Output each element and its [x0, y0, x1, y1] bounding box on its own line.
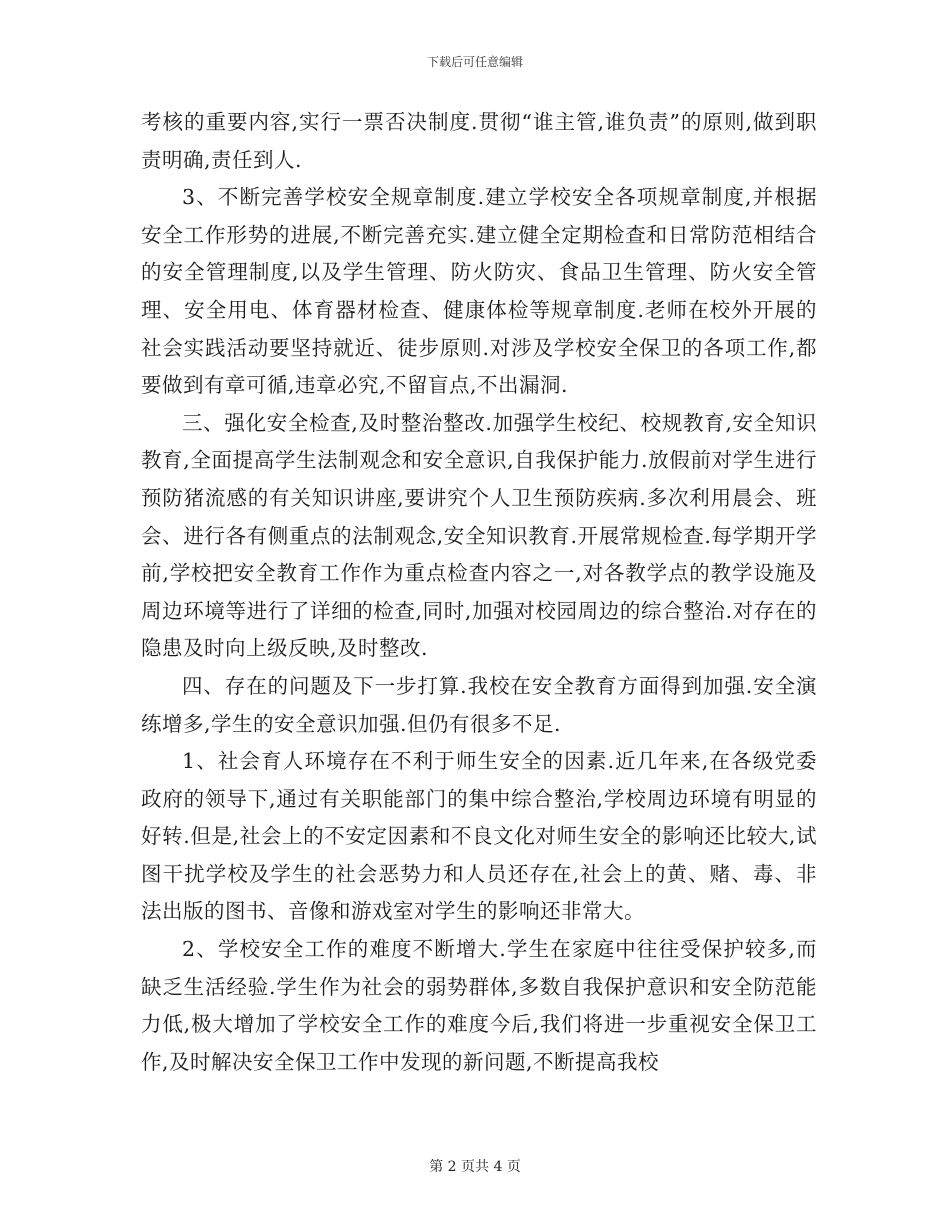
paragraph-safety-difficulty: 2、学校安全工作的难度不断增大.学生在家庭中往往受保护较多,而缺乏生活经验.学生作为社会的弱势群体,多数自我保护意识和安全防范能力低,极大增加了学校安全工作的难度今后,我们将进一步重视安全保卫工作,及时解决安全保卫工作中发现的新问题,不断提高我校	[141, 937, 817, 1074]
paragraph-problems-and-plans: 四、存在的问题及下一步打算.我校在安全教育方面得到加强.安全演练增多,学生的安全意识加强.但仍有很多不足.	[141, 673, 817, 736]
paragraph-safety-inspection: 三、强化安全检查,及时整治整改.加强学生校纪、校规教育,安全知识教育,全面提高学生法制观念和安全意识,自我保护能力.放假前对学生进行预防猪流感的有关知识讲座,要讲究个人卫生预防疾病.多次利用晨会、班会、进行各有侧重点的法制观念,安全知识教育.开展常规检查.每学期开学前,学校把安全教育工作作为重点检查内容之一,对各教学点的教学设施及周边环境等进行了详细的检查,同时,加强对校园周边的综合整治.对存在的隐患及时向上级反映,及时整改.	[141, 410, 817, 661]
paragraph-rules-improvement: 3、不断完善学校安全规章制度.建立学校安全各项规章制度,并根据安全工作形势的进展,不断完善充实.建立健全定期检查和日常防范相结合的安全管理制度,以及学生管理、防火防灾、食品卫生管理、防火安全管理、安全用电、体育器材检查、健康体检等规章制度.老师在校外开展的社会实践活动要坚持就近、徒步原则.对涉及学校安全保卫的各项工作,都要做到有章可循,违章必究,不留盲点,不出漏洞.	[141, 185, 817, 398]
paragraph-social-environment: 1、社会育人环境存在不利于师生安全的因素.近几年来,在各级党委政府的领导下,通过有关职能部门的集中综合整治,学校周边环境有明显的好转.但是,社会上的不安定因素和不良文化对师生安全的影响还比较大,试图干扰学校及学生的社会恶势力和人员还存在,社会上的黄、赌、毒、非法出版的图书、音像和游戏室对学生的影响还非常大。	[141, 749, 817, 924]
paragraph-continuation: 考核的重要内容,实行一票否决制度.贯彻“谁主管,谁负责”的原则,做到职责明确,责任到人.	[141, 110, 817, 172]
document-body	[141, 104, 817, 1081]
page-number: 第 2 页共 4 页	[429, 1159, 521, 1175]
page-header-note: 下载后可任意编辑	[426, 55, 523, 69]
